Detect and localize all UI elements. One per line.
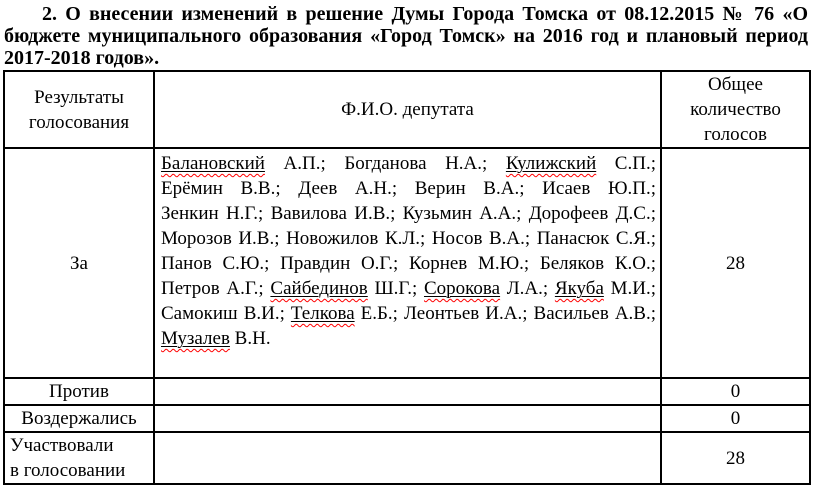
vote-count: 28 — [661, 432, 810, 484]
result-label: Воздержались — [4, 405, 154, 432]
deputy-names-cell — [154, 378, 661, 405]
result-label: Участвовали в голосовании — [4, 432, 154, 484]
misspelled-deputy-surname: Якуба — [554, 278, 604, 299]
table-row — [4, 148, 810, 378]
misspelled-deputy-surname: Сорокова — [423, 278, 501, 299]
table-header-row — [4, 71, 810, 148]
vote-count: 0 — [661, 378, 810, 405]
result-label: За — [4, 148, 154, 378]
vote-count: 0 — [661, 405, 810, 432]
deputy-names-cell: Балановский А.П.; Богданова Н.А.; Кулижский С.П.; Ерёмин В.В.; Деев А.Н.; Верин В.А.; Исаев Ю.П.; Зенкин Н.Г.; Вавилова И.В.; Кузьмин А.А.; Дорофеев Д.С.; Морозов И.В.; Новожилов К.Л.; Носов В.А.; Панасюк С.Я.; Панов С.Ю.; Правдин О.Г.; Корнев М.Ю.; Беляков К.О.; Петров А.Г.; Сайбединов Ш.Г.; Сорокова Л.А.; Якуба М.И.; Самокиш В.И.; Телкова Е.Б.; Леонтьев И.А.; Васильев А.В.; Музалев В.Н. — [154, 148, 661, 378]
misspelled-deputy-surname: Музалев — [161, 328, 230, 349]
header-total-votes: Общее количество голосов — [661, 71, 810, 148]
misspelled-deputy-surname: Сайбединов — [270, 278, 368, 299]
misspelled-deputy-surname: Балановский — [161, 153, 265, 174]
result-label: Против — [4, 378, 154, 405]
misspelled-deputy-surname: Кулижский — [505, 153, 597, 174]
table-row — [4, 405, 810, 432]
table-row — [4, 378, 810, 405]
vote-count: 28 — [661, 148, 810, 378]
header-voting-results: Результаты голосования — [4, 71, 154, 148]
voting-results-table — [3, 70, 811, 485]
table-body — [4, 148, 810, 484]
document-title: 2. О внесении изменений в решение Думы Города Томска от 08.12.2015 № 76 «О бюджете муниципального образования «Город Томск» на 2016 год и плановый период 2017-2018 годов». — [4, 3, 808, 69]
misspelled-deputy-surname: Телкова — [290, 303, 355, 324]
deputy-names-cell — [154, 432, 661, 484]
deputy-names-cell — [154, 405, 661, 432]
table-row — [4, 432, 810, 484]
header-deputy-name: Ф.И.О. депутата — [154, 71, 661, 148]
